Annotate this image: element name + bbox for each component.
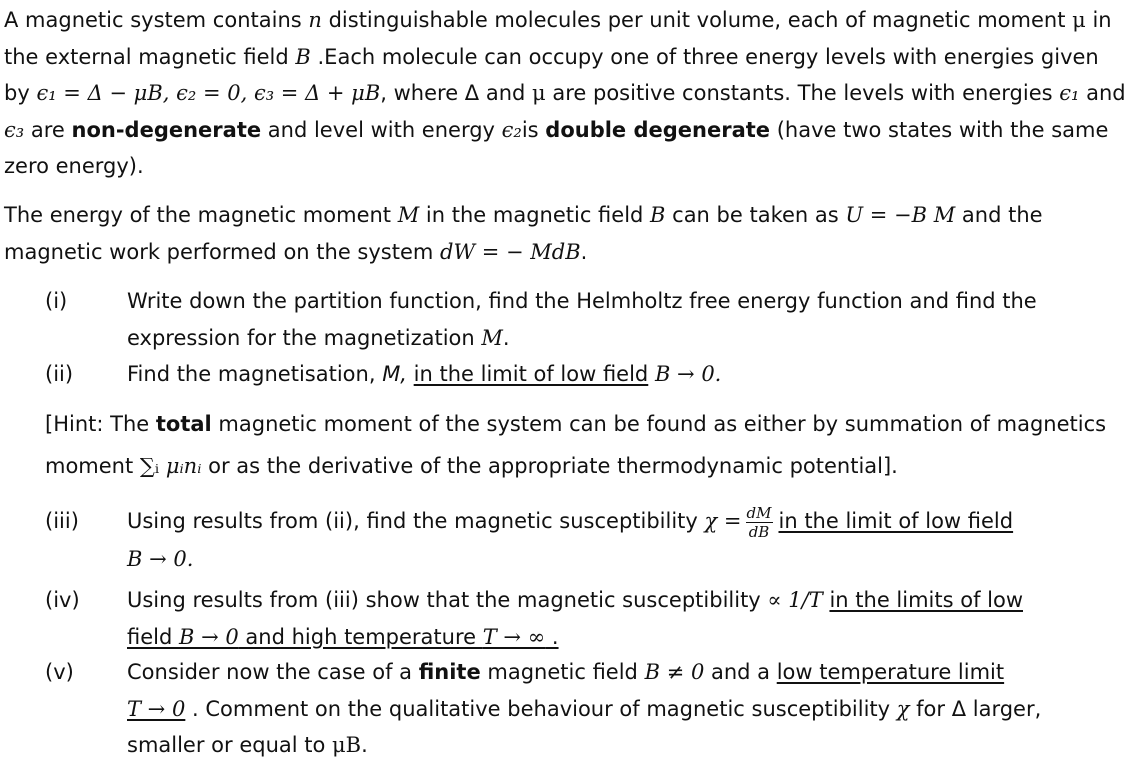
math-B: B bbox=[295, 44, 311, 69]
energy-text: . bbox=[580, 239, 588, 264]
intro-text: are positive constants. The levels with energies bbox=[545, 81, 1060, 105]
underlined-phrase: in the limits of low bbox=[829, 588, 1023, 612]
fraction-denominator: dB bbox=[748, 522, 770, 541]
item-text-part: smaller or equal to bbox=[127, 733, 333, 757]
item-label: (i) bbox=[45, 289, 68, 313]
math-e1: ϵ₁ bbox=[1059, 81, 1080, 105]
math-B: B bbox=[650, 203, 666, 227]
intro-text: .Each molecule can occupy one of three energy levels with energies given by bbox=[4, 44, 1099, 105]
item-text-part: and a bbox=[704, 660, 777, 684]
energy-text: in the magnetic field bbox=[419, 203, 651, 227]
math-e3: ϵ₃ bbox=[4, 117, 25, 142]
item-label: (iii) bbox=[45, 509, 79, 533]
intro-text: and level with energy bbox=[261, 117, 502, 142]
intro-text: A magnetic system contains bbox=[4, 8, 309, 32]
math-energies: ϵ₁ = Δ − μB, ϵ₂ = 0, ϵ₃ = Δ + μB bbox=[36, 81, 381, 105]
math-mu: μ bbox=[1072, 8, 1086, 32]
item-text-part: Write down the partition function, find the Helmholtz free energy function and find the expression for the magnetization bbox=[127, 289, 1037, 350]
fraction-numerator: dM bbox=[746, 503, 772, 522]
item-label: (v) bbox=[45, 660, 74, 684]
item-text bbox=[127, 283, 1127, 356]
item-text-part: Using results from (ii), find the magnetic susceptibility bbox=[127, 509, 705, 533]
intro-text: , where bbox=[380, 81, 465, 105]
item-text-part: . bbox=[545, 624, 559, 649]
intro-text: distinguishable molecules per unit volume, each of magnetic moment bbox=[321, 8, 1073, 32]
math-U: U = −B M bbox=[845, 203, 956, 227]
math-condition: B ≠ 0 bbox=[644, 660, 705, 684]
hint-box bbox=[45, 403, 1125, 487]
item-text bbox=[127, 503, 1127, 577]
item-text-part: magnetic field bbox=[480, 660, 645, 684]
math-n: n bbox=[308, 8, 322, 32]
bold-nondegenerate: non-degenerate bbox=[71, 117, 262, 142]
item-text bbox=[127, 356, 1127, 393]
math-limit: T → 0 bbox=[127, 696, 186, 721]
math-limit: B → 0. bbox=[648, 362, 722, 386]
item-text-part: and high temperature bbox=[238, 624, 483, 649]
hint-text: magnetic moment of the system can be found as either by summation of magnetics moment bbox=[45, 412, 1107, 478]
math-M: M, bbox=[382, 362, 407, 386]
item-text-part: field bbox=[127, 624, 179, 649]
energy-text: and the magnetic work performed on the system bbox=[4, 203, 1043, 264]
math-proportional: ∝ 1/T bbox=[767, 588, 823, 612]
math-chi: χ = bbox=[704, 509, 742, 533]
hint-text: or as the derivative of the appropriate thermodynamic potential]. bbox=[201, 454, 898, 478]
underlined-phrase bbox=[127, 625, 559, 649]
item-text-part: Find the magnetisation, bbox=[127, 362, 383, 386]
energy-text: The energy of the magnetic moment bbox=[4, 203, 398, 227]
energy-text: can be taken as bbox=[665, 203, 846, 227]
math-sum: ∑ᵢ bbox=[139, 454, 160, 478]
math-limit: B → 0 bbox=[179, 624, 239, 649]
item-text bbox=[127, 654, 1127, 764]
math-limit: T → ∞ bbox=[482, 624, 546, 649]
math-delta: Δ bbox=[951, 696, 967, 721]
math-dW: dW = − MdB bbox=[440, 239, 581, 264]
intro-text: in the external magnetic field bbox=[4, 8, 1112, 69]
item-text-part: larger, bbox=[966, 696, 1042, 721]
item-text-part: . Comment on the qualitative behaviour of magnetic susceptibility bbox=[185, 696, 897, 721]
underlined-phrase: in the limit of low field bbox=[413, 362, 649, 386]
math-delta: Δ bbox=[464, 81, 480, 105]
math-limit: B → 0. bbox=[127, 546, 194, 571]
intro-text: (have two states with the same zero energy). bbox=[4, 117, 1109, 178]
underlined-phrase: low temperature limit bbox=[776, 660, 1005, 684]
intro-text: are bbox=[24, 117, 72, 142]
intro-text: and bbox=[1079, 81, 1126, 105]
hint-text: [Hint: The bbox=[45, 412, 156, 436]
item-text bbox=[127, 582, 1127, 655]
intro-text: and bbox=[479, 81, 533, 105]
item-text-part: . bbox=[502, 325, 510, 350]
bold-finite: finite bbox=[418, 660, 481, 684]
item-text-part: Consider now the case of a bbox=[127, 660, 419, 684]
intro-text: is bbox=[521, 117, 546, 142]
item-text-part: . bbox=[361, 733, 368, 757]
bold-total: total bbox=[155, 412, 212, 436]
math-mu-n: μᵢnᵢ bbox=[165, 454, 202, 478]
energy-paragraph bbox=[4, 197, 1128, 270]
math-muB: μB bbox=[332, 733, 362, 757]
fraction-dM-dB bbox=[746, 504, 773, 541]
item-text-part bbox=[407, 362, 414, 386]
math-mu: μ bbox=[532, 81, 546, 105]
item-label: (iv) bbox=[45, 588, 80, 612]
item-label: (ii) bbox=[45, 362, 74, 386]
underlined-phrase: in the limit of low field bbox=[778, 509, 1014, 533]
math-e2: ϵ₂ bbox=[501, 117, 522, 142]
bold-double-degenerate: double degenerate bbox=[545, 117, 771, 142]
intro-paragraph bbox=[4, 2, 1128, 185]
item-text-part: Using results from (iii) show that the magnetic susceptibility bbox=[127, 588, 768, 612]
math-M: M bbox=[481, 325, 503, 350]
math-chi: χ bbox=[896, 696, 910, 721]
item-text-part: for bbox=[909, 696, 952, 721]
math-M: M bbox=[397, 203, 420, 227]
